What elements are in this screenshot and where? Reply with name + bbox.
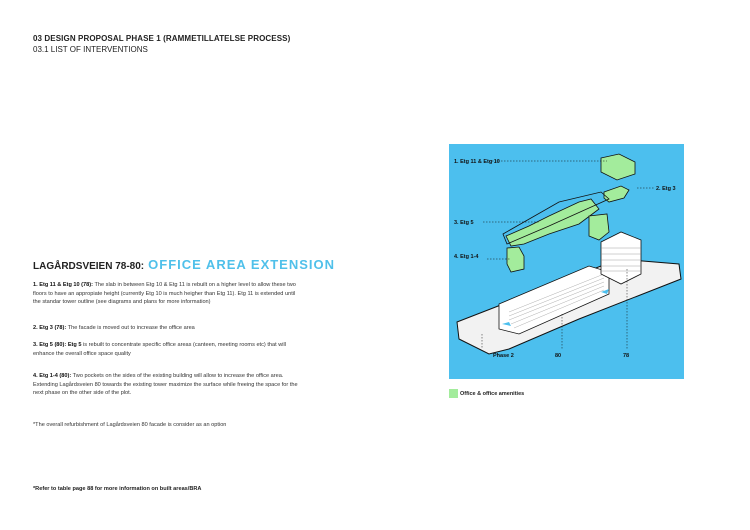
item-head: 3. Etg 5 (80): Etg 5 <box>33 342 82 348</box>
label-etg11-10: 1. Etg 11 & Etg 10 <box>454 159 500 165</box>
item-text: The facade is moved out to increase the office area <box>66 325 195 331</box>
item-text: The slab in between Etg 10 & Etg 11 is rebuilt on a higher level to allow these two floors to have an appropiate height (currently Etg 10 is much heigher than Etg 11). Etg 11 is extended until the standar tower outline (see diagrams and plans for more information) <box>33 282 296 305</box>
item-head: 4. Etg 1-4 (80): <box>33 373 72 379</box>
item-text: Two pockets on the sides of the existing building will allow to increase the office area. Extending Lagårdsveien 80 towards the existing tower maximize the surface while freeing the space for the next phase on the other side of the plot. <box>33 373 298 396</box>
title-highlight: OFFICE AREA EXTENSION <box>148 257 336 272</box>
legend <box>449 389 524 398</box>
label-etg1-4: 4. Etg 1-4 <box>454 254 479 260</box>
section-heading: 03 DESIGN PROPOSAL PHASE 1 (RAMMETILLATELSE PROCESS) <box>33 34 291 43</box>
footnote: *Refer to table page 88 for more information on built areas/BRA <box>33 486 202 492</box>
legend-label: Office & office amenities <box>460 390 525 397</box>
volume-etg5-block <box>589 214 609 240</box>
legend-swatch <box>449 389 458 398</box>
intervention-3 <box>33 341 298 358</box>
intervention-1 <box>33 281 298 307</box>
subsection-heading: 03.1 LIST OF INTERVENTIONS <box>33 45 148 54</box>
label-78: 78 <box>623 353 630 359</box>
page-title <box>33 257 335 272</box>
volume-etg1-4 <box>507 247 524 272</box>
item-head: 1. Etg 11 & Etg 10 (78): <box>33 282 93 288</box>
intervention-2 <box>33 324 298 333</box>
item-head: 2. Etg 3 (78): <box>33 325 67 331</box>
axonometric-diagram <box>449 144 684 379</box>
volume-etg11-10 <box>601 154 635 180</box>
title-prefix: LAGÅRDSVEIEN 78-80: <box>33 261 145 272</box>
facade-note: *The overall refurbishment of Lagårdsveien 80 facade is consider as an option <box>33 422 227 428</box>
intervention-4 <box>33 372 298 398</box>
item-text: is rebuilt to concentrate specific office areas (canteen, meeting rooms etc) that will enhance the overall office space quality <box>33 342 286 357</box>
label-80: 80 <box>555 353 562 359</box>
label-phase2: Phase 2 <box>493 353 514 359</box>
label-etg5: 3. Etg 5 <box>454 220 474 226</box>
tower-78 <box>601 232 641 284</box>
label-etg3: 2. Etg 3 <box>656 186 676 192</box>
